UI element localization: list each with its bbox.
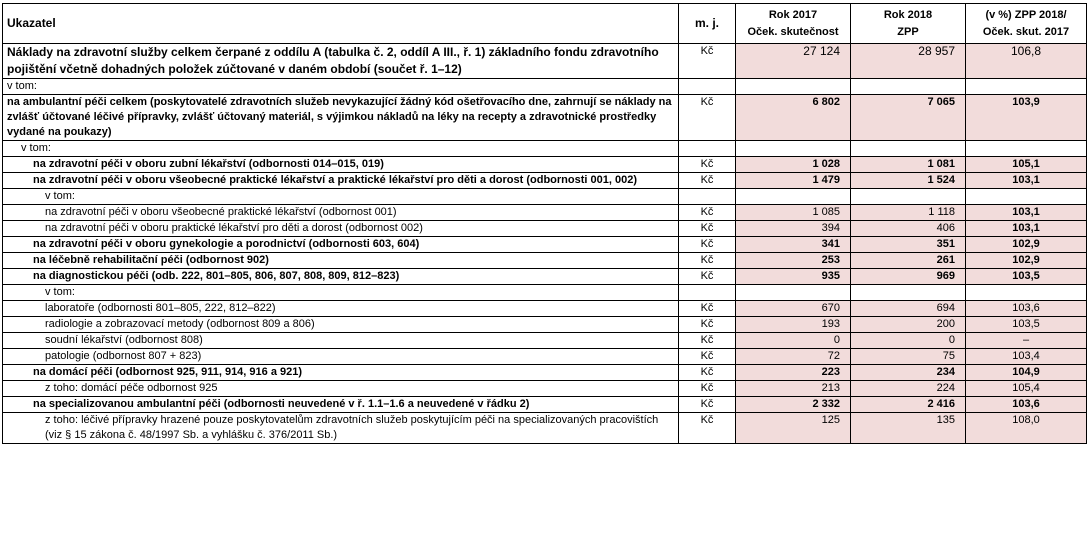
row-label: soudní lékařství (odbornost 808) — [3, 333, 679, 349]
row-unit: Kč — [679, 44, 736, 79]
row-value-pct: 103,1 — [966, 205, 1087, 221]
row-label: radiologie a zobrazovací metody (odbornost 809 a 806) — [3, 317, 679, 333]
header-unit: m. j. — [679, 4, 736, 44]
row-label: na diagnostickou péči (odb. 222, 801–805, 806, 807, 808, 809, 812–823) — [3, 269, 679, 285]
row-label: na zdravotní péči v oboru gynekologie a porodnictví (odbornosti 603, 604) — [3, 237, 679, 253]
header-2018-line1: Rok 2018 — [883, 8, 933, 21]
row-unit: Kč — [679, 349, 736, 365]
row-value-pct — [966, 79, 1087, 95]
row-label: na domácí péči (odbornost 925, 911, 914, 916 a 921) — [3, 365, 679, 381]
header-2017-line1: Rok 2017 — [768, 8, 818, 21]
row-unit: Kč — [679, 333, 736, 349]
row-value-2018: 261 — [851, 253, 966, 269]
row-value-2017: 0 — [736, 333, 851, 349]
row-unit: Kč — [679, 301, 736, 317]
row-value-2018: 1 081 — [851, 157, 966, 173]
row-unit: Kč — [679, 317, 736, 333]
header-pct — [966, 4, 1087, 44]
header-indicator: Ukazatel — [3, 4, 679, 44]
row-value-pct: 103,1 — [966, 173, 1087, 189]
row-value-2018: 406 — [851, 221, 966, 237]
row-value-2017 — [736, 79, 851, 95]
row-value-2018: 0 — [851, 333, 966, 349]
row-value-2018: 694 — [851, 301, 966, 317]
row-label: na zdravotní péči v oboru praktické lékařství pro děti a dorost (odbornost 002) — [3, 221, 679, 237]
row-value-2017: 394 — [736, 221, 851, 237]
row-value-pct — [966, 141, 1087, 157]
row-value-pct: 103,5 — [966, 317, 1087, 333]
row-unit: Kč — [679, 237, 736, 253]
header-pct-line1: (v %) ZPP 2018/ — [985, 8, 1067, 21]
header-row — [3, 4, 1087, 44]
table-row — [3, 381, 1087, 397]
row-label: z toho: léčivé přípravky hrazené pouze poskytovatelům zdravotních služeb poskytujícím péči na specializovaných pracovištích (viz § 15 zákona č. 48/1997 Sb. a vyhlášku č. 376/2011 Sb.) — [3, 413, 679, 444]
table-row — [3, 349, 1087, 365]
row-unit: Kč — [679, 397, 736, 413]
row-value-2017: 125 — [736, 413, 851, 444]
row-unit: Kč — [679, 381, 736, 397]
row-value-2018: 135 — [851, 413, 966, 444]
row-value-2018: 75 — [851, 349, 966, 365]
row-label: v tom: — [3, 285, 679, 301]
row-value-pct: 102,9 — [966, 253, 1087, 269]
row-label: Náklady na zdravotní služby celkem čerpané z oddílu A (tabulka č. 2, oddíl A III., ř. 1) základního fondu zdravotního pojištění včetně dohadných položek zúčtované v daném období (součet ř. 1–12) — [3, 44, 679, 79]
row-value-2018: 7 065 — [851, 95, 966, 141]
row-unit: Kč — [679, 253, 736, 269]
row-label: na zdravotní péči v oboru zubní lékařství (odbornosti 014–015, 019) — [3, 157, 679, 173]
table-row — [3, 301, 1087, 317]
table-row — [3, 317, 1087, 333]
row-value-2017: 27 124 — [736, 44, 851, 79]
row-unit — [679, 285, 736, 301]
row-value-2017: 6 802 — [736, 95, 851, 141]
row-label: na zdravotní péči v oboru všeobecné praktické lékařství a praktické lékařství pro děti a dorost (odbornosti 001, 002) — [3, 173, 679, 189]
row-value-pct: 103,4 — [966, 349, 1087, 365]
row-value-2018: 234 — [851, 365, 966, 381]
row-value-2018: 200 — [851, 317, 966, 333]
row-unit: Kč — [679, 365, 736, 381]
row-value-pct: 102,9 — [966, 237, 1087, 253]
header-2018 — [851, 4, 966, 44]
row-value-2017: 341 — [736, 237, 851, 253]
row-value-pct: 103,6 — [966, 397, 1087, 413]
table-body — [3, 44, 1087, 444]
row-unit: Kč — [679, 269, 736, 285]
row-value-pct: 105,4 — [966, 381, 1087, 397]
row-value-2018 — [851, 79, 966, 95]
table-row — [3, 365, 1087, 381]
row-label: na léčebně rehabilitační péči (odbornost 902) — [3, 253, 679, 269]
row-value-pct: 103,5 — [966, 269, 1087, 285]
row-value-pct: 106,8 — [966, 44, 1087, 79]
row-unit — [679, 189, 736, 205]
row-label: na ambulantní péči celkem (poskytovatelé zdravotních služeb nevykazující žádný kód ošetřovacího dne, zahrnují se náklady na zvlášť účtované léčivé přípravky, zvlášť účtovaný materiál, s výjimkou nákladů na léky na recepty a zdravotnické prostředky vydané na poukazy) — [3, 95, 679, 141]
row-value-pct: 103,1 — [966, 221, 1087, 237]
health-costs-table — [2, 3, 1087, 444]
row-value-pct: 103,6 — [966, 301, 1087, 317]
row-value-2018: 224 — [851, 381, 966, 397]
row-value-pct: 108,0 — [966, 413, 1087, 444]
row-value-2018: 351 — [851, 237, 966, 253]
table-row — [3, 221, 1087, 237]
row-unit: Kč — [679, 221, 736, 237]
row-value-2018: 1 118 — [851, 205, 966, 221]
row-value-2017: 1 479 — [736, 173, 851, 189]
row-value-2018 — [851, 141, 966, 157]
row-label: v tom: — [3, 189, 679, 205]
row-unit: Kč — [679, 413, 736, 444]
row-unit: Kč — [679, 173, 736, 189]
header-2017 — [736, 4, 851, 44]
row-label: laboratoře (odbornosti 801–805, 222, 812–822) — [3, 301, 679, 317]
row-value-2017: 935 — [736, 269, 851, 285]
row-value-2017: 223 — [736, 365, 851, 381]
row-value-2017: 2 332 — [736, 397, 851, 413]
row-value-pct — [966, 285, 1087, 301]
row-value-2018: 1 524 — [851, 173, 966, 189]
table-subheader-row — [3, 285, 1087, 301]
header-2017-line2: Oček. skutečnost — [747, 25, 839, 38]
row-unit — [679, 79, 736, 95]
row-value-2017: 193 — [736, 317, 851, 333]
row-value-pct: 103,9 — [966, 95, 1087, 141]
row-value-2018 — [851, 189, 966, 205]
table-row — [3, 269, 1087, 285]
row-value-2017: 253 — [736, 253, 851, 269]
table-subheader-row — [3, 79, 1087, 95]
header-2018-line2: ZPP — [897, 25, 919, 38]
row-value-2018: 969 — [851, 269, 966, 285]
table-row — [3, 44, 1087, 79]
row-value-2017 — [736, 189, 851, 205]
row-label: v tom: — [3, 79, 679, 95]
row-value-2018: 28 957 — [851, 44, 966, 79]
table-subheader-row — [3, 141, 1087, 157]
row-value-pct: 104,9 — [966, 365, 1087, 381]
row-unit — [679, 141, 736, 157]
row-value-2018 — [851, 285, 966, 301]
row-label: na specializovanou ambulantní péči (odbornosti neuvedené v ř. 1.1–1.6 a neuvedené v řádku 2) — [3, 397, 679, 413]
table-row — [3, 413, 1087, 444]
row-value-2017: 213 — [736, 381, 851, 397]
row-unit: Kč — [679, 205, 736, 221]
table-subheader-row — [3, 189, 1087, 205]
row-value-2017: 670 — [736, 301, 851, 317]
row-value-2018: 2 416 — [851, 397, 966, 413]
table-row — [3, 237, 1087, 253]
row-value-2017 — [736, 285, 851, 301]
row-value-pct: 105,1 — [966, 157, 1087, 173]
row-value-2017 — [736, 141, 851, 157]
row-label: na zdravotní péči v oboru všeobecné praktické lékařství (odbornost 001) — [3, 205, 679, 221]
row-value-pct: – — [966, 333, 1087, 349]
row-unit: Kč — [679, 95, 736, 141]
row-label: patologie (odbornost 807 + 823) — [3, 349, 679, 365]
table-row — [3, 205, 1087, 221]
row-label: v tom: — [3, 141, 679, 157]
row-value-2017: 1 085 — [736, 205, 851, 221]
table-row — [3, 157, 1087, 173]
table-row — [3, 95, 1087, 141]
header-pct-line2: Oček. skut. 2017 — [982, 25, 1070, 38]
table-row — [3, 173, 1087, 189]
row-value-pct — [966, 189, 1087, 205]
row-value-2017: 72 — [736, 349, 851, 365]
table-row — [3, 397, 1087, 413]
row-label: z toho: domácí péče odbornost 925 — [3, 381, 679, 397]
table-row — [3, 253, 1087, 269]
row-value-2017: 1 028 — [736, 157, 851, 173]
row-unit: Kč — [679, 157, 736, 173]
table-row — [3, 333, 1087, 349]
